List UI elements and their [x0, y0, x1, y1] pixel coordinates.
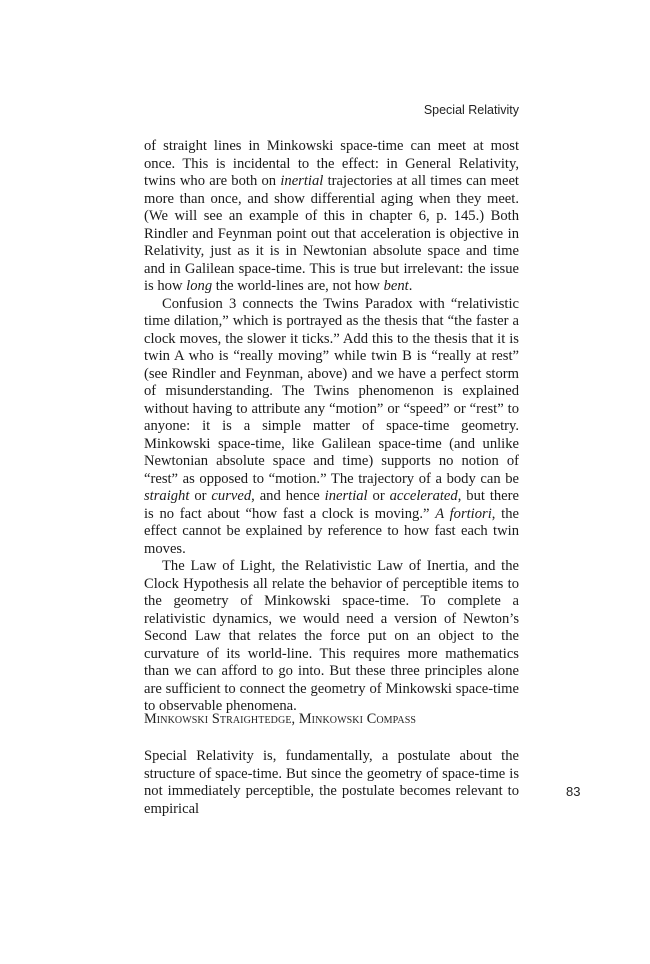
- text-run: , the effect cannot be explained by reference to how fast each twin moves.: [144, 505, 519, 557]
- running-head: Special Relativity: [423, 103, 519, 117]
- paragraph: [144, 138, 519, 296]
- emphasis-text: long: [186, 278, 213, 294]
- page-number: 83: [566, 784, 581, 799]
- text-run: , but there is no fact about “how fast a clock is moving.”: [144, 488, 519, 522]
- text-run: of straight lines in Minkowski space-time can meet at most once. This is incidental to the effect: in General Relativity, twins who are both on: [144, 138, 519, 189]
- paragraph: [144, 296, 519, 559]
- text-run: , and hence: [251, 488, 325, 504]
- emphasis-text: inertial: [280, 173, 324, 189]
- text-run: Special Relativity is, fundamentally, a postulate about the structure of space-time. But since the geometry of space-time is not immediately perceptible, the postulate becomes relevant to empirical: [144, 748, 519, 817]
- text-run: or: [367, 488, 390, 504]
- text-run: trajectories at all times can meet more than once, and show differential aging when they meet. (We will see an example of this in chapter 6, p. 145.) Both Rindler and Feynman point out that acceleration is objective in Relativity, just as it is in Newtonian absolute space and time and in Galilean space-time. This is true but irrelevant: the issue is how: [144, 173, 519, 294]
- section-text: [144, 748, 519, 818]
- text-run: the world-lines are, not how: [212, 278, 384, 294]
- text-run: The Law of Light, the Relativistic Law of Inertia, and the Clock Hypothesis all relate the behavior of perceptible items to the geometry of Minkowski space-time. To complete a relativistic dynamics, we would need a version of Newton’s Second Law that relates the force put on an object to the curvature of its world-line. This requires more mathematics than we can afford to go into. But these three principles alone are sufficient to connect the geometry of Minkowski space-time to observable phenomena.: [144, 558, 519, 714]
- emphasis-text: bent: [383, 278, 409, 294]
- paragraph: [144, 558, 519, 716]
- paragraph: [144, 748, 519, 818]
- emphasis-text: straight: [144, 488, 190, 504]
- section-heading: Minkowski Straightedge, Minkowski Compass: [144, 711, 417, 727]
- text-run: or: [189, 488, 212, 504]
- text-run: Confusion 3 connects the Twins Paradox with “relativistic time dilation,” which is portrayed as the thesis that “the faster a clock moves, the slower it ticks.” Add this to the thesis that it is twin A who is “really moving” while twin B is “really at rest” (see Rindler and Feynman, above) and we have a perfect storm of misunderstanding. The Twins phenomenon is explained without having to attribute any “motion” or “speed” or “rest” to anyone: it is a simple matter of space-time geometry. Minkowski space-time, like Galilean space-time (and unlike Newtonian absolute space and time) supports no notion of “rest” as opposed to “motion.” The trajectory of a body can be: [144, 295, 519, 487]
- emphasis-text: inertial: [324, 488, 368, 504]
- main-text: [144, 138, 519, 716]
- emphasis-text: A fortiori: [435, 505, 492, 522]
- emphasis-text: curved: [211, 488, 252, 504]
- emphasis-text: accelerated: [389, 488, 458, 504]
- text-run: .: [408, 278, 413, 294]
